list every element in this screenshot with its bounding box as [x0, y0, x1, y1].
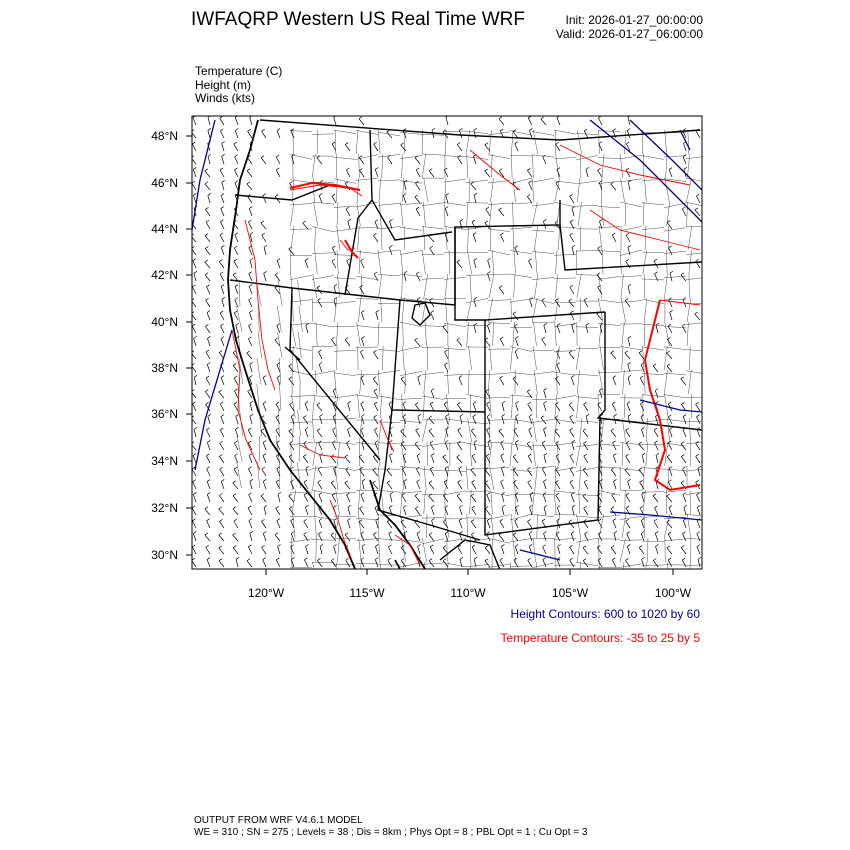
coastline — [228, 120, 425, 569]
lat-label: 42°N — [151, 268, 178, 282]
lon-label: 105°W — [551, 586, 589, 600]
field-temperature-label: Temperature (C) — [195, 64, 283, 78]
lon-label: 115°W — [349, 586, 385, 600]
height-contour-note: Height Contours: 600 to 1020 by 60 — [510, 607, 700, 621]
lat-label: 32°N — [151, 501, 178, 515]
wind-barbs — [191, 115, 701, 567]
map-content — [191, 115, 708, 586]
lat-label: 44°N — [151, 222, 178, 236]
temperature-contour-note: Temperature Contours: -35 to 25 by 5 — [500, 631, 700, 645]
field-winds-label: Winds (kts) — [195, 91, 255, 105]
lat-label: 30°N — [151, 548, 178, 562]
lat-label: 40°N — [151, 315, 178, 329]
lat-label: 38°N — [151, 361, 178, 375]
model-config: WE = 310 ; SN = 275 ; Levels = 38 ; Dis = 8km ; Phys Opt = 8 ; PBL Opt = 1 ; Cu Opt = 3 — [194, 827, 588, 838]
county-boundaries — [236, 130, 708, 586]
lat-label: 34°N — [151, 454, 178, 468]
lat-label: 48°N — [151, 129, 178, 143]
latitude-labels — [151, 129, 178, 562]
lon-label: 120°W — [247, 586, 285, 600]
axis-ticks — [186, 136, 673, 575]
lon-label: 110°W — [450, 586, 486, 600]
longitude-labels — [248, 586, 692, 600]
lon-label: 100°W — [654, 586, 692, 600]
field-height-label: Height (m) — [195, 78, 252, 92]
init-time: Init: 2026-01-27_00:00:00 — [565, 13, 703, 27]
great-salt-lake — [412, 303, 430, 325]
height-contours — [192, 120, 702, 560]
lat-label: 36°N — [151, 407, 178, 421]
lat-label: 46°N — [151, 176, 178, 190]
map-title: IWFAQRP Western US Real Time WRF — [191, 9, 525, 30]
model-info: OUTPUT FROM WRF V4.6.1 MODEL — [194, 815, 363, 826]
state-boundaries — [230, 120, 702, 570]
valid-time: Valid: 2026-01-27_06:00:00 — [555, 27, 703, 41]
